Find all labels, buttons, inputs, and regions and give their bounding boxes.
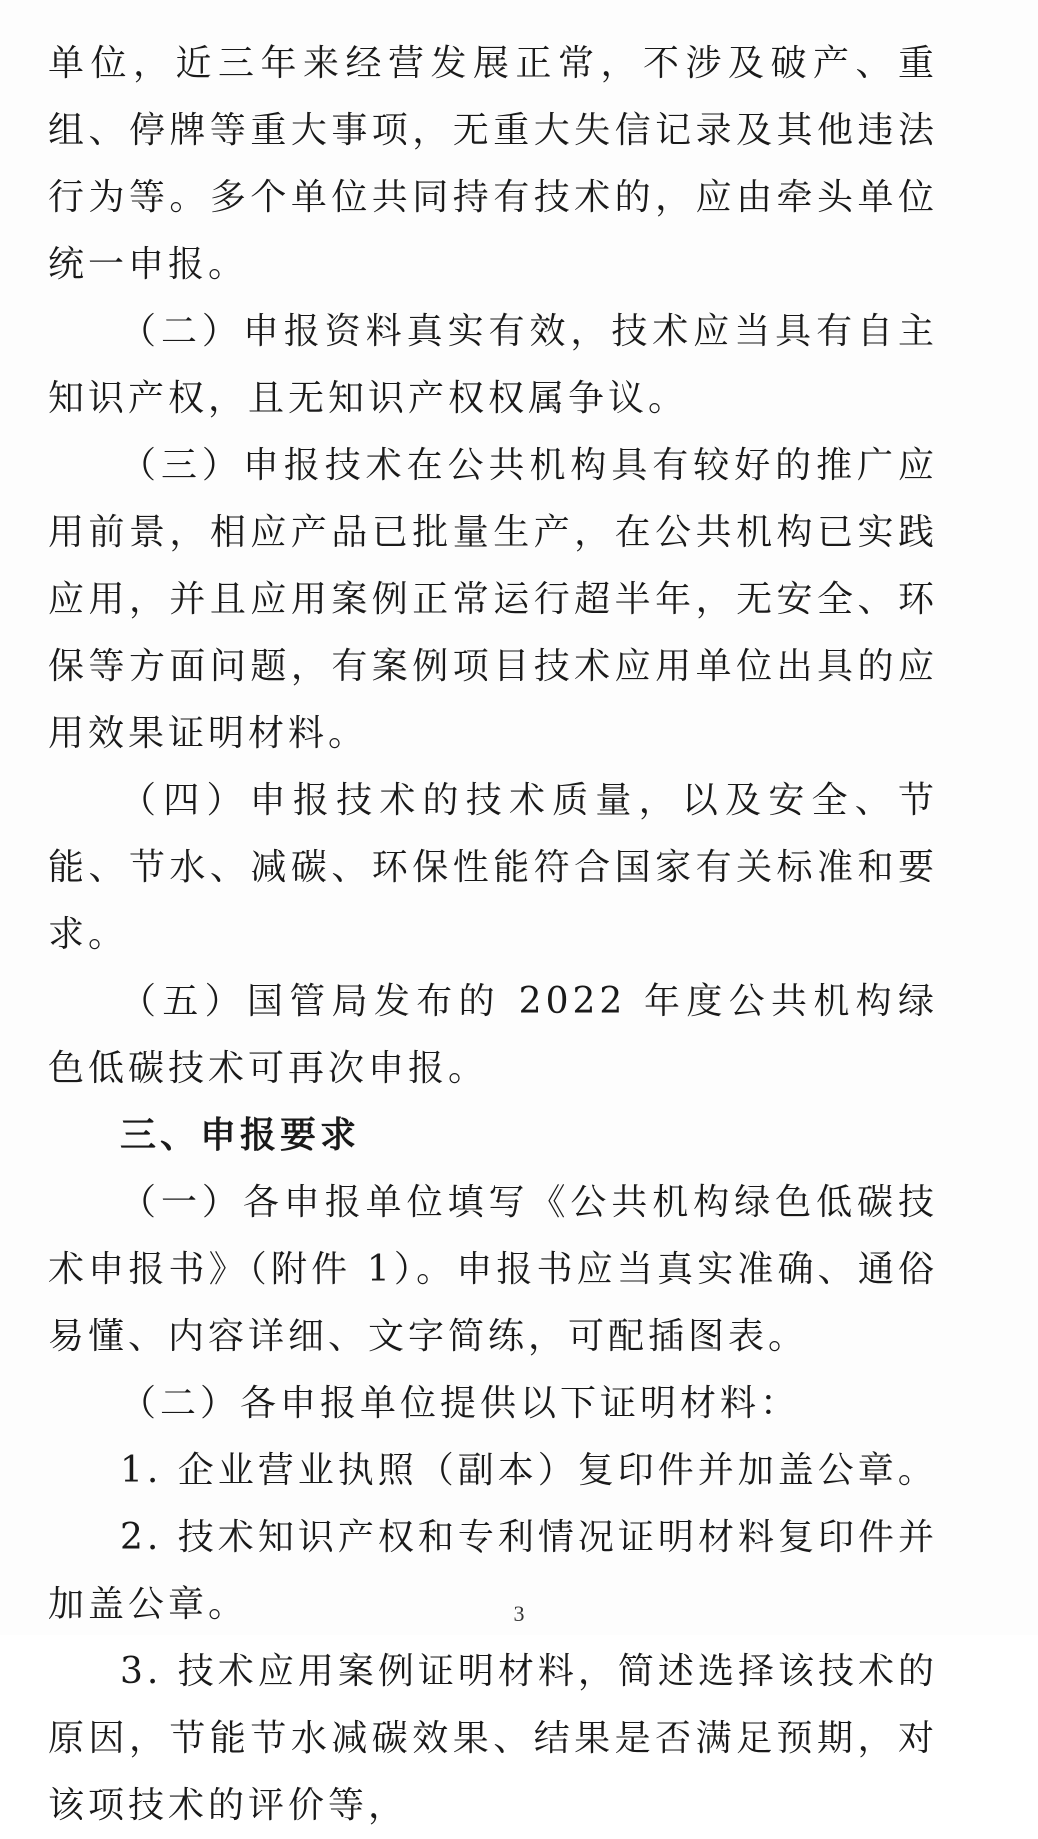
paragraph-item-2: （二）申报资料真实有效，技术应当具有自主知识产权，且无知识产权权属争议。 [48, 311, 938, 419]
paragraph-item-5: （五）国管局发布的 2022 年度公共机构绿色低碳技术可再次申报。 [48, 981, 938, 1089]
paragraph-item-3: （三）申报技术在公共机构具有较好的推广应用前景，相应产品已批量生产，在公共机构已实践应用，并且应用案例正常运行超半年，无安全、环保等方面问题，有案例项目技术应用单位出具的应用效果证明材料。 [48, 445, 938, 754]
page-number: 3 [513, 1601, 525, 1626]
document-body [48, 30, 938, 1839]
list-item-2: 2. 技术知识产权和专利情况证明材料复印件并加盖公章。 [48, 1517, 938, 1625]
paragraph-requirement-1: （一）各申报单位填写《公共机构绿色低碳技术申报书》（附件 1）。申报书应当真实准确、通俗易懂、内容详细、文字简练，可配插图表。 [48, 1182, 938, 1357]
paragraph-requirement-2: （二）各申报单位提供以下证明材料： [120, 1383, 801, 1424]
paragraph-continuation: 单位，近三年来经营发展正常，不涉及破产、重组、停牌等重大事项，无重大失信记录及其他违法行为等。多个单位共同持有技术的，应由牵头单位统一申报。 [48, 43, 938, 285]
paragraph-item-4: （四）申报技术的技术质量，以及安全、节能、节水、减碳、环保性能符合国家有关标准和要求。 [48, 780, 938, 955]
list-item-1: 1. 企业营业执照（副本）复印件并加盖公章。 [120, 1450, 938, 1491]
list-item-3: 3. 技术应用案例证明材料，简述选择该技术的原因，节能节水减碳效果、结果是否满足预期，对该项技术的评价等， [48, 1651, 938, 1826]
section-heading: 三、申报要求 [120, 1115, 361, 1156]
